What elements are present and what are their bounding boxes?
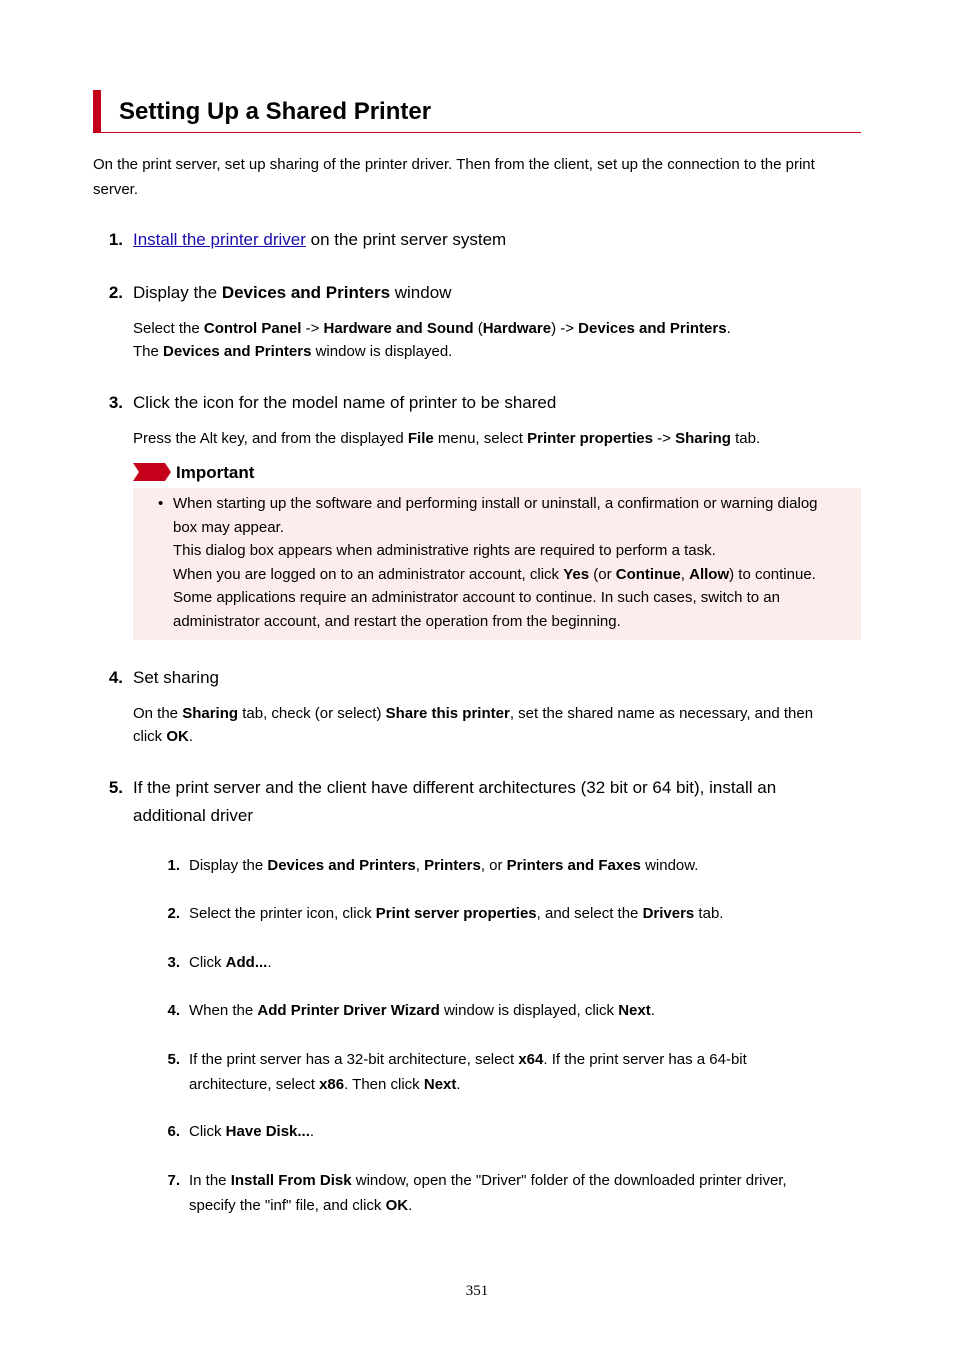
install-driver-link[interactable]: Install the printer driver: [133, 230, 306, 249]
step-5-number: 5.: [108, 778, 123, 797]
intro-paragraph: On the print server, set up sharing of the printer driver. Then from the client, set up the connection to the print server.: [93, 156, 815, 198]
step-4-detail-1: On the Sharing tab, check (or select) Share this printer, set the shared name as necessary, and then: [133, 705, 814, 722]
important-bullet: •: [158, 495, 164, 512]
substep-3-text: Click Add....: [189, 954, 272, 971]
substep-5-text-line-2: architecture, select x86. Then click Next.: [189, 1076, 461, 1093]
page-number: 351: [465, 1283, 489, 1299]
substep-7-text-line-2: specify the "inf" file, and click OK.: [189, 1197, 413, 1214]
substep-7-number: 7.: [167, 1172, 180, 1189]
step-4-text: Set sharing: [133, 668, 219, 687]
step-2-number: 2.: [108, 283, 123, 302]
substep-5-number: 5.: [167, 1051, 180, 1068]
step-1-text: Install the printer driver on the print server system: [133, 230, 507, 249]
substep-4-text: When the Add Printer Driver Wizard window is displayed, click Next.: [189, 1002, 655, 1019]
heading-accent-bar: [93, 90, 101, 133]
important-label: Important: [176, 463, 255, 482]
step-2-text: Display the Devices and Printers window: [133, 283, 452, 302]
substep-6-number: 6.: [167, 1123, 180, 1140]
substep-1-text: Display the Devices and Printers, Printers, or Printers and Faxes window.: [189, 857, 699, 874]
step-4-detail-2: click OK.: [133, 728, 194, 745]
substep-5-text-line-1: If the print server has a 32-bit architecture, select x64. If the print server has a 64-bit: [189, 1051, 747, 1068]
substep-6-text: Click Have Disk....: [189, 1123, 315, 1140]
step-1-number: 1.: [108, 230, 123, 249]
substep-4-number: 4.: [167, 1002, 180, 1019]
step-2-detail-1: Select the Control Panel -> Hardware and Sound (Hardware) -> Devices and Printers.: [133, 320, 731, 337]
substep-7-text-line-1: In the Install From Disk window, open the "Driver" folder of the downloaded printer driver,: [189, 1172, 787, 1189]
important-text: When starting up the software and performing install or uninstall, a confirmation or warning dialog box may appear. This dialog box appears when administrative rights are required to perform a task. When you are logged on to an administrator account, click Yes (or Continue, Allow) to continue. Some applications require an administrator account to continue. In such cases, switch to an administrator account, and restart the operation from the beginning.: [173, 495, 818, 630]
substep-1-number: 1.: [167, 857, 180, 874]
heading-underline: [93, 132, 861, 133]
step-2-detail-2: The Devices and Printers window is displayed.: [133, 343, 453, 360]
step-5-text-line-2: additional driver: [133, 806, 254, 825]
important-chevrons-icon: [133, 463, 173, 481]
substep-2-number: 2.: [167, 905, 180, 922]
step-3-number: 3.: [108, 393, 123, 412]
substep-3-number: 3.: [167, 954, 180, 971]
step-5-text-line-1: If the print server and the client have different architectures (32 bit or 64 bit), install an: [133, 778, 777, 797]
step-3-detail: Press the Alt key, and from the displayed File menu, select Printer properties -> Sharing tab.: [133, 430, 761, 447]
step-4-number: 4.: [108, 668, 123, 687]
page-title: Setting Up a Shared Printer: [119, 98, 432, 125]
substep-2-text: Select the printer icon, click Print server properties, and select the Drivers tab.: [189, 905, 724, 922]
step-3-text: Click the icon for the model name of printer to be shared: [133, 393, 557, 412]
